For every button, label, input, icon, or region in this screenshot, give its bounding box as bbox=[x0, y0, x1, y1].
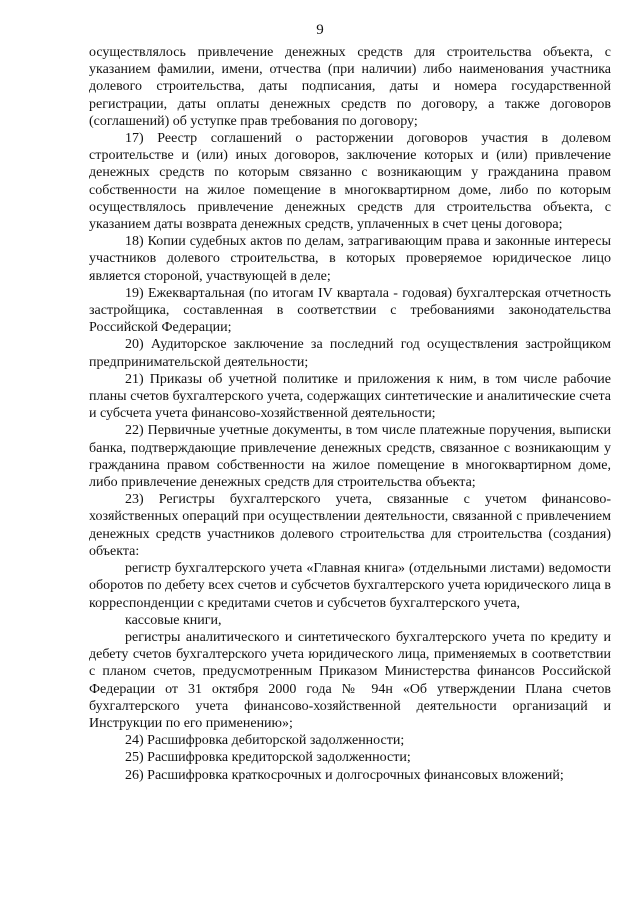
paragraph-item-20: 20) Аудиторское заключение за последний год осуществления застройщиком предпринимательской деятельности; bbox=[89, 337, 611, 370]
paragraph-item-19: 19) Ежеквартальная (по итогам IV квартала - годовая) бухгалтерская отчетность застройщика, составленная в соответствии с требованиями законодательства Российской Федерации; bbox=[89, 285, 611, 336]
paragraph-item-25: 25) Расшифровка кредиторской задолженности; bbox=[125, 750, 411, 766]
paragraph-item-26: 26) Расшифровка краткосрочных и долгосрочных финансовых вложений; bbox=[125, 767, 564, 783]
paragraph-continuation: осуществлялось привлечение денежных средств для строительства объекта, с указанием фамилии, имени, отчества (при наличии) либо наименования участника долевого строительства, даты подписания, даты и номера государственной регистрации, даты оплаты денежных средств по договору, а также договоров (соглашений) об уступке прав требования по договору; bbox=[89, 45, 611, 129]
document-body bbox=[89, 44, 611, 784]
paragraph-item-17: 17) Реестр соглашений о расторжении договоров участия в долевом строительстве и (или) иных договоров, заключение которых и (или) привлечение денежных средств по которым связанно с возникающим у гражданина правом собственности на жилое помещение в многоквартирном доме, либо по которым осуществлялось привлечение денежных средств для строительства объекта, с указанием даты возврата денежных средств, уплаченных в счет цены договора; bbox=[89, 131, 611, 233]
paragraph-general-ledger: регистр бухгалтерского учета «Главная книга» (отдельными листами) ведомости оборотов по дебету всех счетов и субсчетов бухгалтерского учета юридического лица в корреспонденции с кредитами счетов и субсчетов бухгалтерского учета, bbox=[89, 561, 611, 611]
paragraph-accounting-registers: регистры аналитического и синтетического бухгалтерского учета по кредиту и дебету счетов бухгалтерского учета юридического лица, применяемых в соответствии с планом счетов, предусмотренным Приказом Министерства финансов Российской Федерации от 31 октября 2000 года № 94н «Об утверждении Плана счетов бухгалтерского учета финансово-хозяйственной деятельности организаций и Инструкции по его применению»; bbox=[89, 629, 611, 731]
paragraph-item-23: 23) Регистры бухгалтерского учета, связанные с учетом финансово-хозяйственных операций при осуществлении деятельности, связанной с привлечением денежных средств участников долевого строительства для строительства (создания) объекта: bbox=[89, 492, 611, 559]
paragraph-item-22: 22) Первичные учетные документы, в том числе платежные поручения, выписки банка, подтверждающие привлечение денежных средств, связанное с возникающим у гражданина правом собственности на жилое помещение в многоквартирном доме, либо привлечение денежных средств для строительства объекта; bbox=[89, 423, 611, 491]
paragraph-item-21: 21) Приказы об учетной политике и приложения к ним, в том числе рабочие планы счетов бухгалтерского учета, содержащих синтетические и аналитические счета и субсчета учета финансово-хозяйственной деятельности; bbox=[89, 371, 611, 422]
paragraph-cash-books: кассовые книги, bbox=[125, 612, 222, 628]
paragraph-item-24: 24) Расшифровка дебиторской задолженности; bbox=[125, 733, 405, 749]
paragraph-item-18: 18) Копии судебных актов по делам, затрагивающим права и законные интересы участников долевого строительства, в которых проверяемое юридическое лицо является стороной, участвующей в деле; bbox=[89, 234, 611, 284]
page-number: 9 bbox=[316, 22, 324, 38]
